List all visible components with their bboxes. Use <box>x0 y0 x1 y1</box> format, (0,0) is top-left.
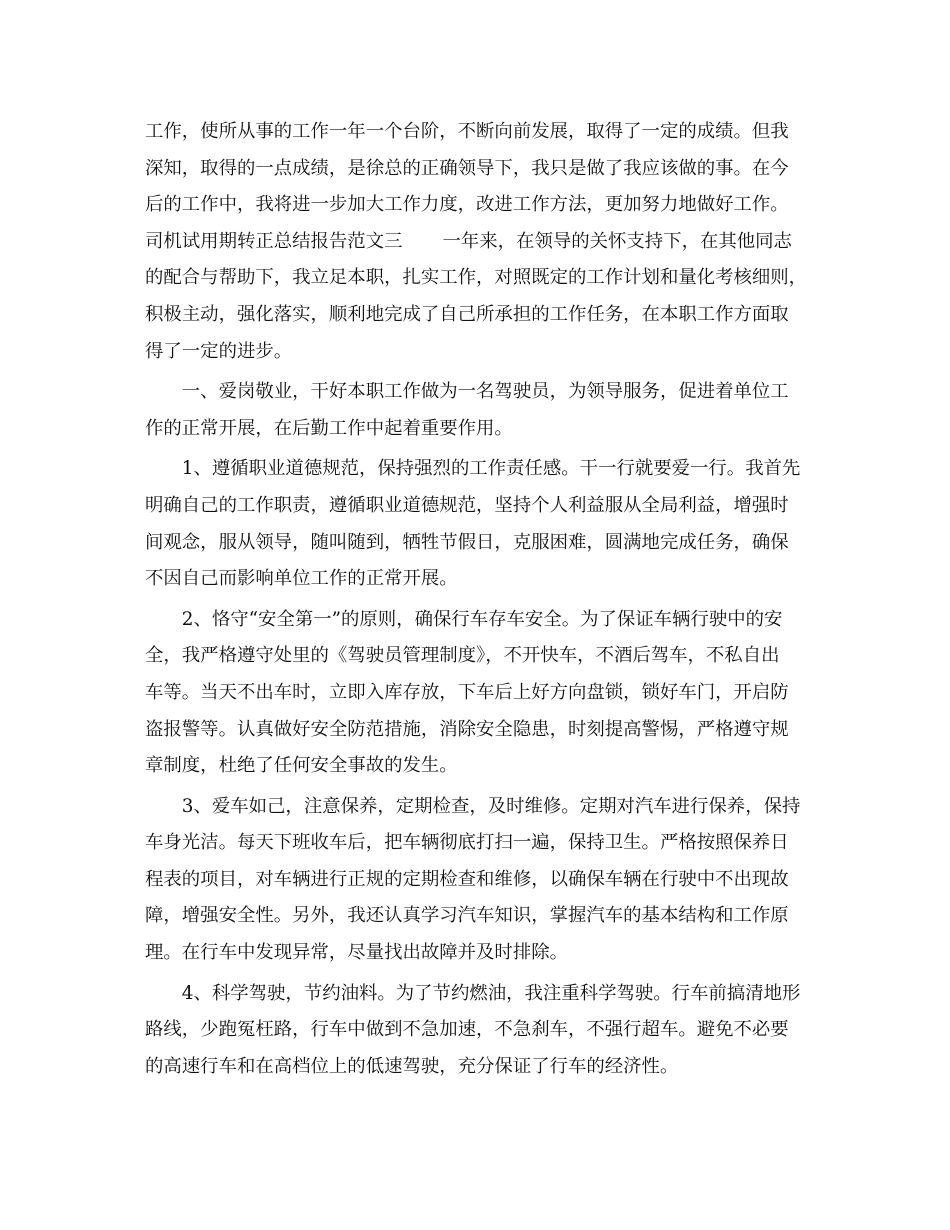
text-line: 工作，使所从事的工作一年一个台阶，不断向前发展，取得了一定的成绩。但我 <box>145 121 789 142</box>
text-line: 作的正常开展，在后勤工作中起着重要作用。 <box>145 417 513 439</box>
text-line: 2、恪守“安全第一”的原则，确保行车存车安全。为了保证车辆行驶中的安 <box>145 608 783 630</box>
text-line: 章制度，杜绝了任何安全事故的发生。 <box>145 755 458 777</box>
text-line: 障，增强安全性。另外，我还认真学习汽车知识，掌握汽车的基本结构和工作原 <box>145 905 789 927</box>
text-line: 的配合与帮助下，我立足本职，扎实工作，对照既定的工作计划和量化考核细则， <box>145 267 808 289</box>
document-section-title: 司机试用期转正总结报告范文三 <box>145 230 403 252</box>
text-line: 3、爱车如己，注意保养，定期检查，及时维修。定期对汽车进行保养，保持 <box>145 795 801 817</box>
paragraph-item-3 <box>145 789 817 972</box>
paragraph-intro <box>145 224 817 370</box>
text-line: 明确自己的工作职责，遵循职业道德规范，坚持个人利益服从全局利益，增强时 <box>145 494 789 516</box>
text-line: 间观念，服从领导，随叫随到，牺牲节假日，克服困难，圆满地完成任务，确保 <box>145 531 789 553</box>
paragraph-item-4 <box>145 976 817 1086</box>
text-line: 深知，取得的一点成绩，是徐总的正确领导下，我只是做了我应该做的事。在今 <box>145 157 789 179</box>
text-line: 车等。当天不出车时，立即入库存放，下车后上好方向盘锁，锁好车门，开启防 <box>145 681 789 703</box>
text-line: 理。在行车中发现异常，尽量找出故障并及时排除。 <box>145 942 568 964</box>
text-line: 得了一定的进步。 <box>145 340 293 362</box>
text-line: 一年来，在领导的关怀支持下，在其他同志 <box>442 230 792 252</box>
paragraph-item-2 <box>145 602 817 785</box>
text-line: 路线，少跑冤枉路，行车中做到不急加速，不急刹车，不强行超车。避免不必要 <box>145 1019 789 1041</box>
paragraph-item-1 <box>145 451 817 597</box>
title-line <box>145 224 817 261</box>
text-line: 积极主动，强化落实，顺利地完成了自己所承担的工作任务，在本职工作方面取 <box>145 303 789 325</box>
paragraph-section-1 <box>145 374 817 447</box>
document-body <box>145 114 817 1085</box>
text-line: 4、科学驾驶，节约油料。为了节约燃油，我注重科学驾驶。行车前搞清地形 <box>145 982 801 1004</box>
text-line: 后的工作中，我将进一步加大工作力度，改进工作方法，更加努力地做好工作。 <box>145 194 789 216</box>
text-line: 不因自己而影响单位工作的正常开展。 <box>145 568 458 590</box>
text-line: 程表的项目，对车辆进行正规的定期检查和维修，以确保车辆在行驶中不出现故 <box>145 868 789 890</box>
text-line: 一、爱岗敬业，干好本职工作做为一名驾驶员，为领导服务，促进着单位工 <box>145 381 789 403</box>
text-line: 的高速行车和在高档位上的低速驾驶，充分保证了行车的经济性。 <box>145 1055 679 1077</box>
text-line: 盗报警等。认真做好安全防范措施，消除安全隐患，时刻提高警惕，严格遵守规 <box>145 718 789 740</box>
paragraph-continuation <box>145 114 817 224</box>
text-line: 全，我严格遵守处里的《驾驶员管理制度》，不开快车，不酒后驾车，不私自出 <box>145 645 780 667</box>
text-line: 1、遵循职业道德规范，保持强烈的工作责任感。干一行就要爱一行。我首先 <box>145 458 801 480</box>
text-line: 车身光洁。每天下班收车后，把车辆彻底打扫一遍，保持卫生。严格按照保养日 <box>145 832 789 854</box>
